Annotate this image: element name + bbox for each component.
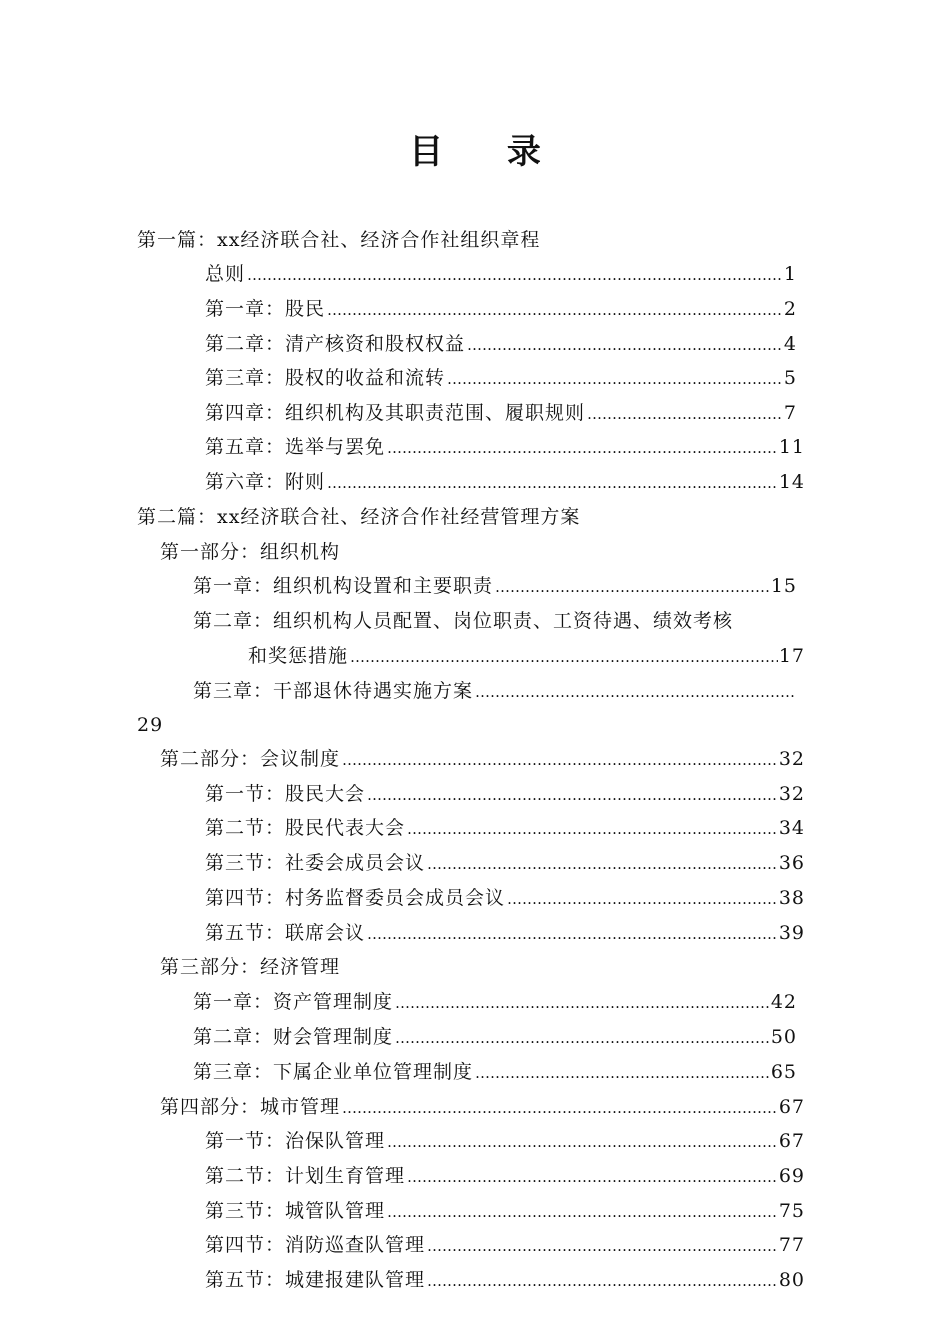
toc-entry-label: 第一章：股民 [205, 298, 326, 320]
dot-leader [475, 677, 796, 707]
toc-page-number: 15 [770, 575, 797, 597]
toc-part-two-heading: 第二篇：xx经济联合社、经济合作社经营管理方案 [137, 506, 581, 528]
dot-leader [475, 1058, 770, 1088]
toc-entry-label: 第二章：清产核资和股权权益 [205, 333, 466, 355]
dot-leader [427, 1266, 778, 1296]
dot-leader [387, 433, 778, 463]
toc-page-number: 1 [783, 263, 797, 285]
dot-leader [387, 1127, 778, 1157]
toc-page-number: 39 [778, 922, 805, 944]
toc-entry-label: 第三章：股权的收益和流转 [205, 367, 446, 389]
toc-entry-label: 第二部分：会议制度 [160, 748, 341, 770]
toc-page-number: 34 [778, 817, 805, 839]
toc-page-number: 80 [778, 1269, 805, 1291]
toc-page-number: 75 [778, 1200, 805, 1222]
toc-entry-p1-chapter-1[interactable] [205, 294, 797, 324]
toc-entry-label: 第三章：干部退休待遇实施方案 [193, 680, 474, 702]
toc-entry-part3-chapter-1[interactable] [193, 987, 797, 1017]
toc-entry-part2-section-1[interactable] [205, 779, 805, 809]
toc-entry-general[interactable] [205, 259, 797, 289]
toc-entry-label: 第四节：消防巡查队管理 [205, 1234, 426, 1256]
dot-leader [247, 260, 783, 290]
toc-entry-label: 第二节：股民代表大会 [205, 817, 406, 839]
dot-leader [495, 572, 770, 602]
toc-entry-label: 第四节：村务监督委员会成员会议 [205, 887, 506, 909]
dot-leader [367, 780, 778, 810]
toc-section-part3-heading: 第三部分：经济管理 [160, 956, 341, 978]
toc-page-number-wrapped: 29 [137, 714, 164, 736]
toc-page-number: 69 [778, 1165, 805, 1187]
toc-page-number: 65 [770, 1061, 797, 1083]
toc-entry-p1-chapter-5[interactable] [205, 432, 805, 462]
toc-entry-part4[interactable] [160, 1092, 805, 1122]
dot-leader [427, 1231, 778, 1261]
toc-page-number: 38 [778, 887, 805, 909]
dot-leader [387, 1197, 778, 1227]
toc-entry-part2-section-3[interactable] [205, 848, 805, 878]
toc-entry-part4-section-2[interactable] [205, 1161, 805, 1191]
toc-entry-part1-chapter-1[interactable] [193, 571, 797, 601]
dot-leader [507, 884, 778, 914]
dot-leader [395, 988, 770, 1018]
toc-entry-part4-section-3[interactable] [205, 1196, 805, 1226]
dot-leader [342, 1093, 778, 1123]
toc-entry-label: 第四部分：城市管理 [160, 1096, 341, 1118]
toc-page-number: 67 [778, 1096, 805, 1118]
toc-entry-part2-section-4[interactable] [205, 883, 805, 913]
toc-page-number: 4 [783, 333, 797, 355]
toc-page-number: 11 [778, 436, 805, 458]
toc-entry-label: 第二节：计划生育管理 [205, 1165, 406, 1187]
dot-leader [587, 399, 783, 429]
toc-page-number: 17 [778, 645, 805, 667]
dot-leader [327, 468, 778, 498]
toc-page-number: 14 [778, 471, 805, 493]
toc-page-number: 67 [778, 1130, 805, 1152]
dot-leader [395, 1023, 770, 1053]
toc-entry-part3-chapter-2[interactable] [193, 1022, 797, 1052]
toc-entry-part2-section-2[interactable] [205, 813, 805, 843]
toc-entry-p1-chapter-2[interactable] [205, 329, 797, 359]
toc-part-one-heading: 第一篇：xx经济联合社、经济合作社组织章程 [137, 229, 541, 251]
toc-page-number: 36 [778, 852, 805, 874]
toc-entry-label: 第二章：财会管理制度 [193, 1026, 394, 1048]
toc-entry-label: 和奖惩措施 [248, 645, 349, 667]
toc-page-number: 32 [778, 783, 805, 805]
toc-page-number: 50 [770, 1026, 797, 1048]
toc-entry-part4-section-4[interactable] [205, 1230, 805, 1260]
dot-leader [367, 919, 778, 949]
dot-leader [407, 814, 778, 844]
toc-entry-part2[interactable] [160, 744, 805, 774]
toc-page-number: 7 [783, 402, 797, 424]
toc-entry-part2-section-5[interactable] [205, 918, 805, 948]
toc-entry-label: 第五节：联席会议 [205, 922, 366, 944]
toc-entry-label: 第五节：城建报建队管理 [205, 1269, 426, 1291]
toc-page-number: 32 [778, 748, 805, 770]
dot-leader [447, 364, 783, 394]
toc-entry-p1-chapter-3[interactable] [205, 363, 797, 393]
toc-entry-label: 第三节：社委会成员会议 [205, 852, 426, 874]
toc-entry-p1-chapter-6[interactable] [205, 467, 805, 497]
dot-leader [407, 1162, 778, 1192]
toc-entry-label: 第三节：城管队管理 [205, 1200, 386, 1222]
toc-entry-part1-chapter-2-line1[interactable]: 第二章：组织机构人员配置、岗位职责、工资待遇、绩效考核 [193, 610, 734, 632]
dot-leader [342, 745, 778, 775]
toc-entry-part1-chapter-2-line2[interactable] [248, 641, 805, 671]
toc-entry-label: 第三章：下属企业单位管理制度 [193, 1061, 474, 1083]
toc-entry-part3-chapter-3[interactable] [193, 1057, 797, 1087]
toc-entry-label: 第五章：选举与罢免 [205, 436, 386, 458]
toc-entry-label: 第四章：组织机构及其职责范围、履职规则 [205, 402, 586, 424]
toc-page-number: 77 [778, 1234, 805, 1256]
toc-entry-part4-section-1[interactable] [205, 1126, 805, 1156]
toc-entry-part1-chapter-3[interactable] [193, 676, 797, 706]
dot-leader [350, 642, 778, 672]
toc-section-part1-heading: 第一部分：组织机构 [160, 541, 341, 563]
toc-page-number: 42 [770, 991, 797, 1013]
toc-entry-label: 第六章：附则 [205, 471, 326, 493]
toc-entry-label: 第一节：治保队管理 [205, 1130, 386, 1152]
toc-page-number: 2 [783, 298, 797, 320]
toc-page-number: 5 [783, 367, 797, 389]
toc-entry-label: 第一章：资产管理制度 [193, 991, 394, 1013]
toc-entry-label: 第一节：股民大会 [205, 783, 366, 805]
dot-leader [427, 849, 778, 879]
toc-entry-label: 第一章：组织机构设置和主要职责 [193, 575, 494, 597]
toc-title: 目 录 [409, 132, 567, 172]
dot-leader [327, 295, 783, 325]
toc-entry-part4-section-5[interactable] [205, 1265, 805, 1295]
dot-leader [467, 330, 783, 360]
toc-entry-p1-chapter-4[interactable] [205, 398, 797, 428]
toc-entry-label: 总则 [205, 263, 246, 285]
